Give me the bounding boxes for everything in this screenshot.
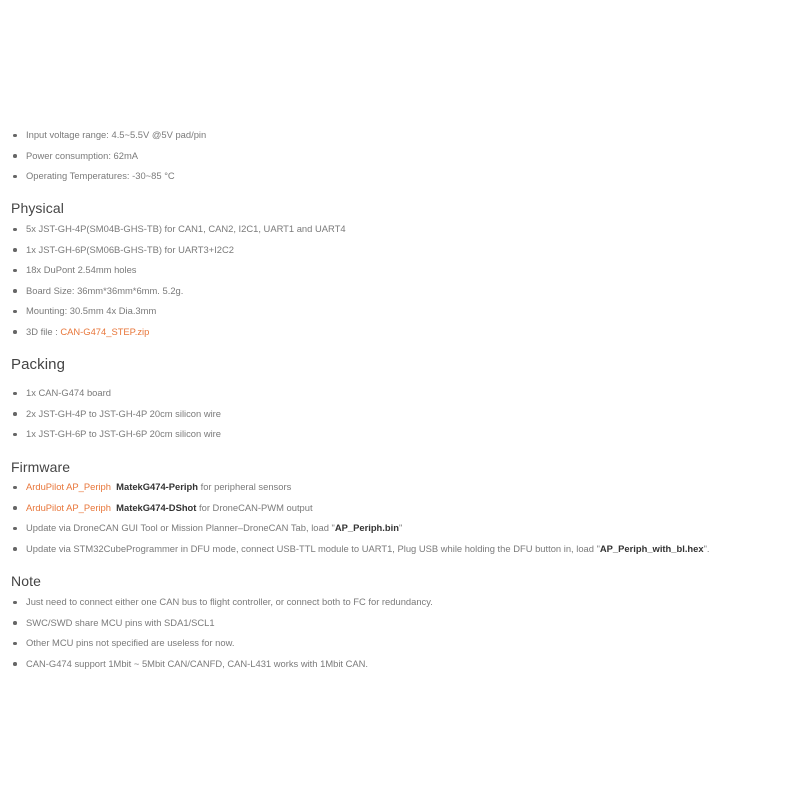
- physical-mounting: Mounting: 30.5mm 4x Dia.3mm: [26, 305, 157, 316]
- bullet-icon: [13, 642, 17, 646]
- list-item: [13, 424, 221, 445]
- section-title-note: Note: [11, 573, 41, 589]
- packing-6p-wire: 1x JST-GH-6P to JST-GH-6P 20cm silicon wire: [26, 428, 222, 439]
- physical-dupont-holes: 18x DuPont 2.54mm holes: [26, 264, 137, 275]
- firmware-file-bin: AP_Periph.bin: [334, 522, 399, 533]
- note-can-bus: Just need to connect either one CAN bus to flight controller, or connect both to FC for redundancy.: [26, 596, 433, 607]
- list-item: [13, 125, 206, 146]
- bullet-icon: [13, 175, 17, 179]
- electrical-spec-list: [13, 125, 206, 187]
- packing-4p-wire: 2x JST-GH-4P to JST-GH-4P 20cm silicon wire: [26, 407, 222, 419]
- spec-input-voltage: Input voltage range: 4.5~5.5V @5V pad/pin: [26, 129, 207, 140]
- packing-board: 1x CAN-G474 board: [26, 387, 111, 398]
- ardupilot-periph-link[interactable]: ArduPilot AP_Periph: [26, 481, 111, 492]
- firmware-item-text: ".: [703, 542, 710, 554]
- list-item: [13, 146, 206, 167]
- bullet-icon: [13, 486, 17, 490]
- list-item: [13, 383, 221, 404]
- list-item: [13, 592, 433, 613]
- list-item: [13, 518, 710, 539]
- section-title-packing: Packing: [11, 356, 66, 373]
- list-item: [13, 654, 433, 675]
- note-swd-pins: SWC/SWD share MCU pins with SDA1/SCL1: [26, 616, 215, 628]
- spec-power-consumption: Power consumption: 62mA: [26, 149, 139, 161]
- bullet-icon: [13, 248, 17, 252]
- bullet-icon: [13, 662, 17, 666]
- physical-board-size: Board Size: 36mm*36mm*6mm. 5.2g.: [26, 284, 184, 296]
- list-item: [13, 260, 346, 281]
- note-mcu-pins: Other MCU pins not specified are useless for now.: [26, 637, 235, 648]
- bullet-icon: [13, 527, 17, 531]
- bullet-icon: [13, 506, 17, 510]
- bullet-icon: [13, 547, 17, 551]
- list-item: [13, 633, 433, 654]
- firmware-item-text: ": [398, 522, 403, 533]
- physical-connectors-6p: 1x JST-GH-6P(SM06B-GHS-TB) for UART3+I2C2: [26, 243, 234, 255]
- 3d-file-download-link[interactable]: CAN-G474_STEP.zip: [60, 325, 150, 337]
- ardupilot-dshot-link[interactable]: ArduPilot AP_Periph: [26, 501, 111, 513]
- bullet-icon: [13, 134, 17, 138]
- bullet-icon: [13, 289, 17, 293]
- section-title-physical: Physical: [11, 200, 64, 216]
- list-item: [13, 281, 346, 302]
- physical-connectors-4p: 5x JST-GH-4P(SM04B-GHS-TB) for CAN1, CAN2, I2C1, UART1 and UART4: [26, 223, 346, 234]
- list-item: [13, 322, 346, 343]
- list-item: [13, 539, 710, 560]
- list-item: [13, 240, 346, 261]
- firmware-target-periph: MatekG474-Periph: [116, 481, 198, 492]
- section-title-firmware: Firmware: [11, 459, 71, 475]
- bullet-icon: [13, 330, 17, 334]
- bullet-icon: [13, 228, 17, 232]
- list-item: [13, 498, 710, 519]
- physical-3d-file-label: 3D file :: [26, 325, 61, 337]
- bullet-icon: [13, 601, 17, 605]
- bullet-icon: [13, 433, 17, 437]
- packing-list: [13, 383, 221, 445]
- note-list: [13, 592, 433, 674]
- bullet-icon: [13, 154, 17, 158]
- firmware-item-text: for peripheral sensors: [197, 481, 292, 492]
- list-item: [13, 166, 206, 187]
- bullet-icon: [13, 310, 17, 314]
- spec-operating-temperature: Operating Temperatures: -30~85 °C: [26, 170, 175, 181]
- physical-list: [13, 219, 346, 342]
- list-item: [13, 404, 221, 425]
- list-item: [13, 301, 346, 322]
- firmware-item-text: Update via STM32CubeProgrammer in DFU mode, connect USB-TTL module to UART1, Plug USB while holding the DFU button in, load ": [26, 542, 600, 554]
- bullet-icon: [13, 269, 17, 273]
- bullet-icon: [13, 392, 17, 396]
- firmware-item-text: Update via DroneCAN GUI Tool or Mission Planner–DroneCAN Tab, load ": [26, 522, 335, 533]
- note-can-speed: CAN-G474 support 1Mbit ~ 5Mbit CAN/CANFD, CAN-L431 works with 1Mbit CAN.: [26, 657, 369, 669]
- list-item: [13, 477, 710, 498]
- list-item: [13, 219, 346, 240]
- bullet-icon: [13, 412, 17, 416]
- firmware-list: [13, 477, 710, 559]
- firmware-file-hex: AP_Periph_with_bl.hex: [599, 542, 704, 554]
- firmware-item-text: for DroneCAN-PWM output: [196, 501, 313, 513]
- list-item: [13, 613, 433, 634]
- firmware-target-dshot: MatekG474-DShot: [116, 501, 197, 513]
- bullet-icon: [13, 621, 17, 625]
